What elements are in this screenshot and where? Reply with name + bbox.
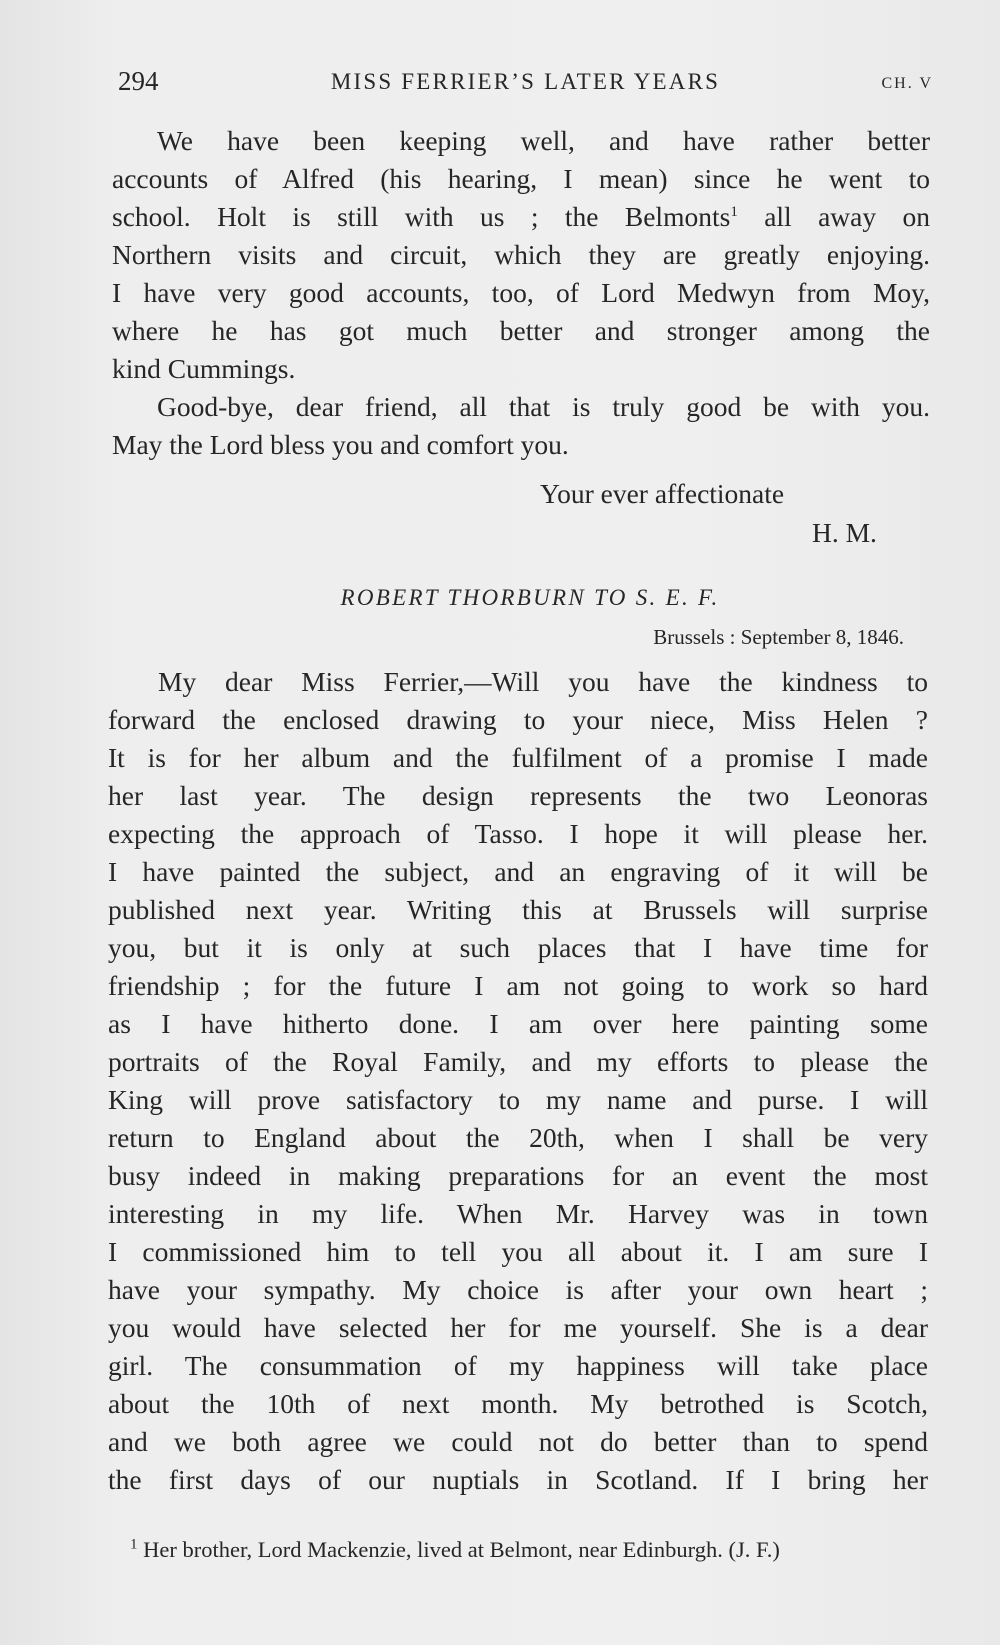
text-line: have your sympathy. My choice is after your own heart ;: [108, 1274, 928, 1305]
text-line: I have very good accounts, too, of Lord Medwyn from Moy,: [112, 277, 930, 308]
letter-heading: ROBERT THORBURN TO S. E. F.: [340, 585, 720, 610]
text-line: I commissioned him to tell you all about it. I am sure I: [108, 1236, 928, 1267]
text-line: the first days of our nuptials in Scotland. If I bring her: [108, 1464, 928, 1495]
text-line: Northern visits and circuit, which they are greatly enjoying.: [112, 239, 930, 270]
text-line: girl. The consummation of my happiness will take place: [108, 1350, 928, 1381]
line-text: all away on: [737, 201, 930, 232]
chapter-label: CH. V: [881, 75, 933, 92]
text-line: portraits of the Royal Family, and my efforts to please the: [108, 1046, 928, 1077]
text-line: expecting the approach of Tasso. I hope it will please her.: [108, 818, 928, 849]
letter-one-body: [112, 122, 930, 464]
text-line: King will prove satisfactory to my name and purse. I will: [108, 1084, 928, 1115]
text-line: return to England about the 20th, when I shall be very: [108, 1122, 928, 1153]
text-line: as I have hitherto done. I am over here painting some: [108, 1008, 928, 1039]
page-header: [118, 66, 933, 100]
text-line: My dear Miss Ferrier,—Will you have the kindness to: [158, 666, 928, 697]
text-line: you would have selected her for me yourself. She is a dear: [108, 1312, 928, 1343]
text-line: friendship ; for the future I am not going to work so hard: [108, 970, 928, 1001]
text-line: her last year. The design represents the two Leonoras: [108, 780, 928, 811]
text-line: busy indeed in making preparations for an event the most: [108, 1160, 928, 1191]
text-line: I have painted the subject, and an engraving of it will be: [108, 856, 928, 887]
text-line: accounts of Alfred (his hearing, I mean) since he went to: [112, 163, 930, 194]
text-line: about the 10th of next month. My betrothed is Scotch,: [108, 1388, 928, 1419]
text-line: where he has got much better and stronger among the: [112, 315, 930, 346]
footnote-mark: 1: [130, 1536, 138, 1553]
letter-closing: Your ever affectionate: [540, 478, 785, 509]
text-line: interesting in my life. When Mr. Harvey was in town: [108, 1198, 928, 1229]
text-line: [112, 198, 930, 236]
line-text: school. Holt is still with us ; the Belmonts: [112, 201, 731, 232]
running-title: MISS FERRIER’S LATER YEARS: [330, 69, 721, 94]
text-line: and we both agree we could not do better than to spend: [108, 1426, 928, 1457]
letter-two-body: [108, 663, 928, 1499]
letter-dateline: Brussels : September 8, 1846.: [653, 625, 904, 649]
text-line: May the Lord bless you and comfort you.: [112, 429, 569, 460]
text-line: forward the enclosed drawing to your niece, Miss Helen ?: [108, 704, 928, 735]
footnote-text: Her brother, Lord Mackenzie, lived at Belmont, near Edinburgh. (J. F.): [143, 1537, 780, 1562]
text-line: published next year. Writing this at Brussels will surprise: [108, 894, 928, 925]
footnote-mark: 1: [730, 203, 738, 220]
text-line: you, but it is only at such places that I have time for: [108, 932, 928, 963]
footnote: [130, 1537, 920, 1563]
text-line: We have been keeping well, and have rather better: [157, 125, 930, 156]
letter-signature: H. M.: [812, 517, 877, 548]
text-line: It is for her album and the fulfilment of a promise I made: [108, 742, 928, 773]
text-line: kind Cummings.: [112, 353, 296, 384]
text-line: Good-bye, dear friend, all that is truly good be with you.: [157, 391, 930, 422]
page-number: 294: [118, 66, 159, 96]
